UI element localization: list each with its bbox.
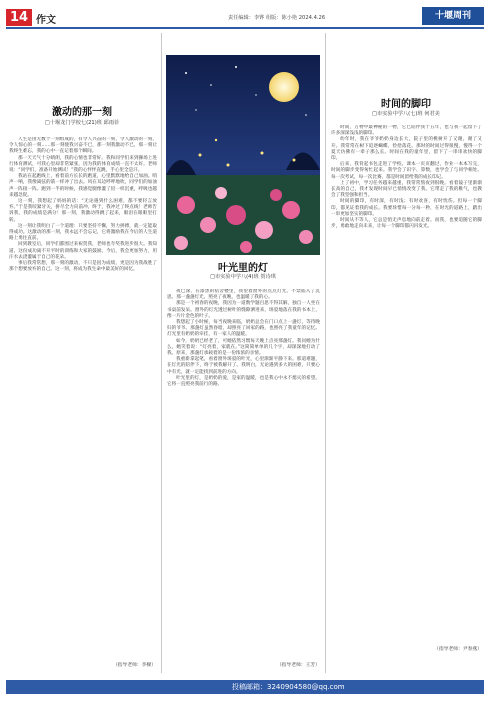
article-3 <box>328 33 484 673</box>
paragraph: 我想起了小时候，每当夜晚来临，奶奶总会在门口点上一盏灯，等待晚归的爷爷。那盏灯虽然昏暗，却照亮了回家的路，也照亮了我童年的记忆。灯光里有奶奶的牵挂，有一家人的温暖。 <box>167 320 320 338</box>
paragraph: 事后我常常想，那一刻的激动，不只是因为成绩，更是因为我战胜了那个想要放弃的自己。这一刻，将成为我生命中最美好的回忆。 <box>9 261 157 273</box>
article-3-title: 时间的脚印 <box>381 99 431 110</box>
paragraph: 我重新拿起笔，看着窗外斑驳的叶光，心里渐渐平静下来。那道难题，在灯光的陪伴下，终于被我解开了。我明白，无论遇到多大的困难，只要心中有光，就一定能找到前进的方向。 <box>167 357 320 375</box>
article-2-byline: □市实验中学八(4)班 贺诗琪 <box>210 274 276 280</box>
paragraph: 上了初中，学习任务越来越重，我常常熬夜到很晚。看着镜子里渐渐长高的自己，我才发现时间早已悄悄改变了我。它带走了我的稚气，也教会了我坚强和担当。 <box>331 180 482 199</box>
night-scene-illustration <box>166 55 320 255</box>
article-2-title: 叶光里的灯 <box>218 263 268 274</box>
page-number: 14 <box>6 9 32 26</box>
paragraph: 那一天天气十分晴朗，我的心情也非常好。我和同学们来到操场上进行体育测试，可我心里却非常紧张，因为我的体育成绩一直不太好。老师说：“同学们，准备开始测试！”我的心怦怦直跳，手心里全是汗。 <box>9 155 157 174</box>
article-1-title: 激动的那一刻 <box>52 107 112 118</box>
paragraph: 后来，我背起书包走进了学校。课本一页页翻过，作业一本本写完，时间的脚步变得匆忙起来。我学会了识字、算数，也学会了与同学相处。每一次考试，每一次比赛，都是时间留给我的成长印记。 <box>331 162 482 180</box>
submission-email[interactable]: 投稿邮箱：32409045​80@qq.com <box>232 683 345 691</box>
paragraph: 幼年时，我在爷爷奶奶身边长大，院子里的桃树开了又谢，谢了又开。我常常在树下追逐蝴蝶，捡拾落花。那时的时间过得很慢，慢得一个夏天仿佛有一辈子那么长。时间在我的童年里，留下了一串串欢快的脚印。 <box>331 137 482 162</box>
paragraph: 我站在起跑线上，看着前方长长的跑道，心里默默地给自己加油。哨声一响，我像离弦的箭一样冲了出去。风在耳边呼呼地吹，同学们的加油声一阵接一阵。跑到一半的时候，我感觉腿像灌了铅一样沉重，呼吸也越来越急促。 <box>9 174 157 198</box>
moon <box>269 72 299 102</box>
article-3-byline: □市实验中学八(七)班 何君美 <box>372 111 440 117</box>
header-rule <box>6 27 484 29</box>
article-3-body <box>331 125 482 637</box>
paragraph: 那是一个初春的夜晚，我因为一道数学题百思不得其解，独自一人坐在书桌前发呆。窗外的灯光透过树叶的缝隙洒进来，斑驳地落在我的书本上，像一片片金色的叶子。 <box>167 301 320 319</box>
brand-badge: 十堰周刊 <box>422 7 484 25</box>
paragraph: 时间的脚印，有时深，有时浅；有时欢喜，有时忧伤。但每一个脚印，都见证着我的成长。我要珍惜每一分每一秒，在时光的道路上，踏出一串更加坚实的脚印。 <box>331 199 482 217</box>
paragraph: 夜已深，在漆黑的宿舍楼里，我望着窗外的点点灯光，不禁陷入了沉思。那一盏盏灯光，照亮了夜晚，也温暖了我的心。 <box>167 289 320 301</box>
paragraph: 时间，万物中最神秘的一物，它已陪伴我十五年，也与我一起留下了许多深深浅浅的脚印。 <box>331 125 482 137</box>
article-1-editor: （指导老师：李樑） <box>112 663 156 668</box>
paragraph: 叶光里的灯，是奶奶的爱，是家的温暖，也是我心中永不熄灭的希望。它将一直照亮我前行的路。 <box>167 375 320 388</box>
article-2-body <box>167 289 320 649</box>
paragraph: 回到教室后，同学们都围过来祝贺我，老师也夸奖我进步很大。我知道，这份成功离不开平时的训练和大家的鼓励。今后，我会更加努力，用汗水去浇灌属于自己的花朵。 <box>9 242 157 260</box>
section-title: 作文 <box>36 15 56 26</box>
editor-meta: 责任编辑：李铧 组版：陈小艳 2024.4.26 <box>228 15 326 21</box>
column-divider <box>161 33 162 673</box>
article-1 <box>6 33 158 673</box>
paragraph: 这一刻，我想起了妈妈的话：“无论遇到什么困难，都不要轻言放弃。”于是我咬紧牙关，拼尽全力向前冲。终于，我冲过了终点线！老师告诉我，我的成绩是满分！那一刻，我激动得跳了起来，眼泪在眼眶里打转。 <box>9 199 157 223</box>
article-2 <box>164 33 322 673</box>
paragraph: 人生是由无数个一刻组成的，有令人兴奋的一刻，令人激动的一刻，令人惊心的一刻……那一刻使我兴奋不已，那一刻我激动不已，那一刻让我终生难忘，我的心中一直记着那个瞬间。 <box>9 137 157 155</box>
article-1-body <box>9 137 157 645</box>
column-divider <box>325 33 326 673</box>
article-3-editor: （指导老师：尹春燕） <box>434 647 482 652</box>
paragraph: 如今，奶奶已经老了，可她依然习惯每天晚上点亮那盏灯。我问她为什么，她笑着说：“灯亮着，家就在。”这简简单单的几个字，却深深地打动了我。原来，那盏灯承载着的是一份浓浓的亲情。 <box>167 338 320 357</box>
paragraph: 这一刻让我明白了一个道理：只要坚持不懈，努力拼搏，就一定能取得成功。这激动的那一刻，我永远不会忘记，它将激励我在今后的人生道路上勇往直前。 <box>9 223 157 242</box>
article-1-byline: □十堰龙门学校七(21)班 邱雨菲 <box>44 120 120 126</box>
article-2-editor: （指导老师：王芳） <box>276 663 320 668</box>
paragraph: 时间从不等人，它总是悄无声息地向前走着。而我，也要追随它的脚步，勇敢地走向未来，让每一个脚印都闪闪发光。 <box>331 218 482 230</box>
